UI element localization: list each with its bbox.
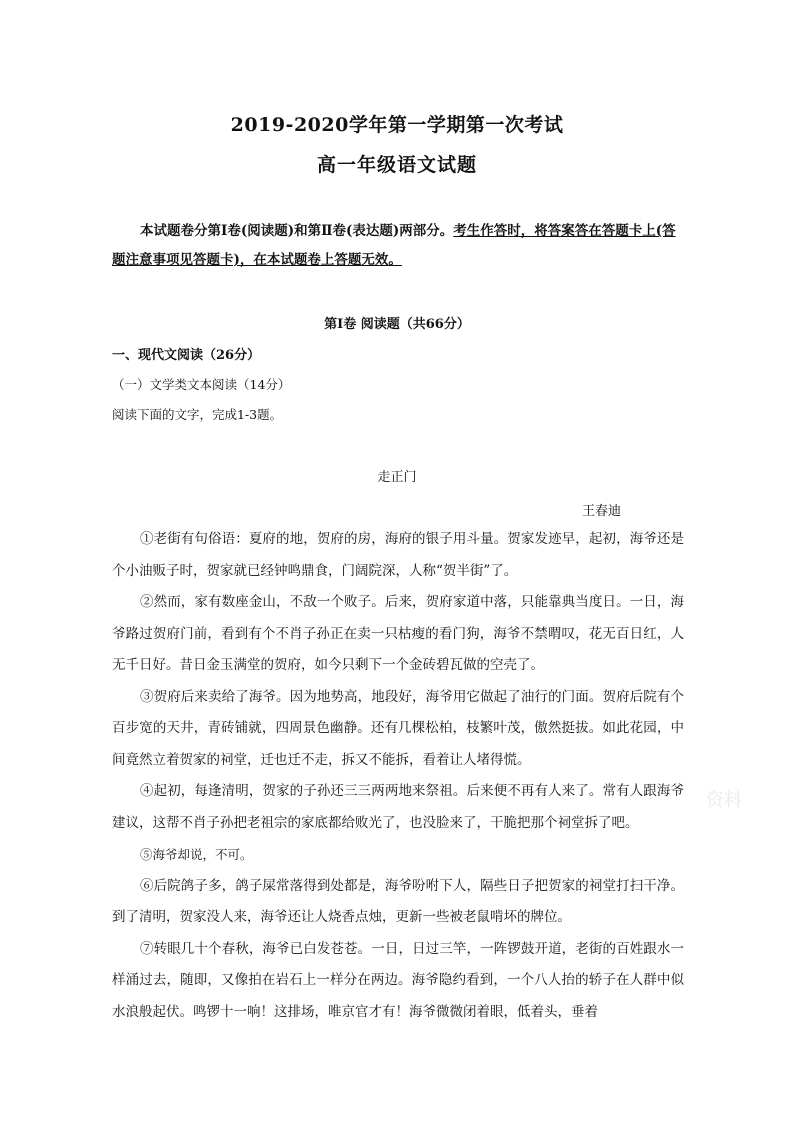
paragraph: ④起初，每逢清明，贺家的子孙还三三两两地来祭祖。后来便不再有人来了。常有人跟海爷建议，这帮不肖子孙把老祖宗的家底都给败光了，也没脸来了，干脆把那个祠堂拆了吧。: [112, 783, 684, 831]
exam-subtitle: 高一年级语文试题: [316, 154, 477, 176]
paragraph: ①老街有句俗语：夏府的地，贺府的房，海府的银子用斗量。贺家发迹早，起初，海爷还是个小油贩子时，贺家就已经钟鸣鼎食，门阔院深，人称“贺半街”了。: [112, 531, 684, 579]
exam-title: 2019-2020学年第一学期第一次考试: [230, 114, 564, 136]
paragraph: ⑥后院鸽子多，鸽子屎常落得到处都是，海爷吩咐下人，隔些日子把贺家的祠堂打扫干净。到了清明，贺家没人来，海爷还让人烧香点烛，更新一些被老鼠啃坏的牌位。: [112, 877, 684, 925]
notice-text: 本试题卷分第Ⅰ卷(阅读题)和第Ⅱ卷(表达题)两部分。: [140, 223, 454, 239]
subpart-heading: （一）文学类文本阅读（14分）: [112, 377, 291, 392]
section-title: 第Ⅰ卷 阅读题（共66分）: [324, 317, 470, 332]
notice-underlined-text: 考生作答时，将答案答在答题卡上(答题注意事项见答题卡)，在本试题卷上答题无效。: [112, 223, 676, 268]
paragraph: ⑦转眼几十个春秋，海爷已白发苍苍。一日，日过三竿，一阵锣鼓开道，老街的百姓跟水一样涌过去，随即，又像拍在岩石上一样分在两边。海爷隐约看到，一个八人抬的轿子在人群中似水浪般起伏。鸣锣十一响！这排场，唯京官才有！海爷微微闭着眼，低着头，垂着: [112, 940, 684, 1020]
part-heading: 一、现代文阅读（26分）: [112, 348, 261, 363]
exam-notice: [112, 217, 684, 275]
paragraph: ③贺府后来卖给了海爷。因为地势高，地段好，海爷用它做起了油行的门面。贺府后院有个百步宽的天井，青砖铺就，四周景色幽静。还有几棵松柏，枝繁叶茂，傲然挺拔。如此花园，中间竟然立着贺家的祠堂，迁也迁不走，拆又不能拆，看着让人堵得慌。: [112, 688, 684, 768]
watermark: 资料: [706, 790, 742, 811]
paragraph: ②然而，家有数座金山，不敌一个败子。后来，贺府家道中落，只能靠典当度日。一日，海爷路过贺府门前，看到有个不肖子孙正在卖一只枯瘦的看门狗，海爷不禁喟叹，花无百日红，人无千日好。昔日金玉满堂的贺府，如今只剩下一个金砖碧瓦做的空壳了。: [112, 594, 684, 673]
story-title: 走正门: [377, 470, 417, 485]
instruction: 阅读下面的文字，完成1-3题。: [112, 407, 283, 422]
paragraph: ⑤海爷却说，不可。: [140, 847, 253, 862]
story-body: [112, 524, 684, 1028]
story-author: 王春迪: [582, 504, 622, 519]
